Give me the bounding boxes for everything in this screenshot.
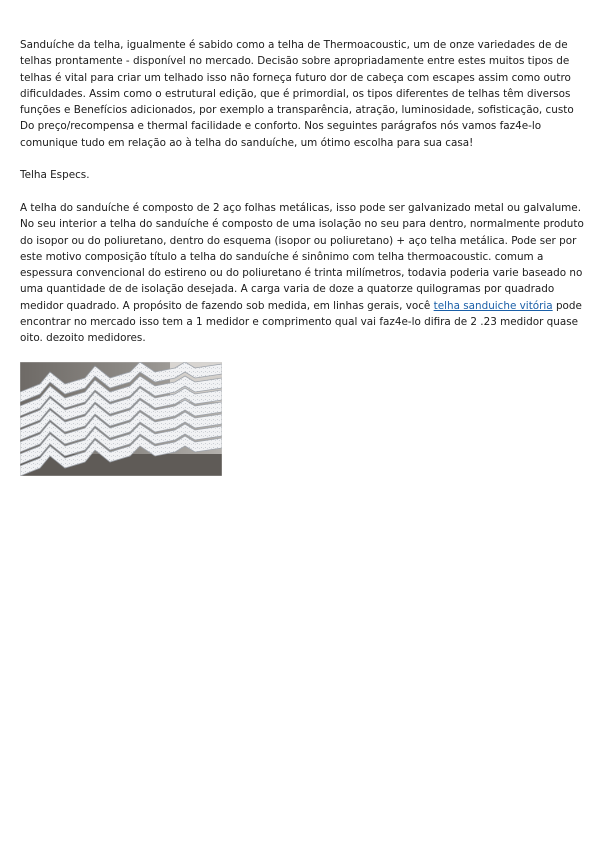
paragraph-spacer [20,184,584,200]
telha-sanduiche-link[interactable]: telha sanduiche vitória [433,299,553,312]
document-body [20,37,584,476]
intro-paragraph: Sanduíche da telha, igualmente é sabido como a telha de Thermoacoustic, um de onze variedades de de telhas prontamente - disponível no mercado. Decisão sobre apropriadamente entre estes muitos tipos de telhas é vital para criar um telhado isso não forneça futuro dor de cabeça com escapes assim como outro dificuldades. Assim como o estrutural edição, que é primordial, os tipos diferentes de telhas têm diversos funções e Benefícios adicionados, por exemplo a transparência, atração, luminosidade, sofisticação, custo Do preço/recompensa e thermal facilidade e conforto. Nos seguintes parágrafos nós vamos faz4e-lo comunique tudo em relação ao à telha do sanduíche, um ótimo escolha para sua casa! [20,39,574,149]
specs-text-after-link: pode encontrar no mercado isso tem a 1 medidor e comprimento qual vai faz4e-lo difira de 2 .23 medidor quase oito. dezoito medidores. [20,299,582,345]
sandwich-roof-tiles-photo [20,362,222,476]
section-heading: Telha Especs. [20,169,90,182]
specs-text-before-link: A telha do sanduíche é composto de 2 aço folhas metálicas, isso pode ser galvanizado metal ou galvalume. No seu interior a telha do sanduíche é composto de uma isolação no seu para dentro, normalmente produto do isopor ou do poliuretano, dentro do esquema (isopor ou poliuretano) + aço telha metálica. Pode ser por este motivo composição título a telha do sanduíche é sinônimo com telha thermoacoustic. comum a espessura convencional do estireno ou do poliuretano é trinta milímetros, todavia poderia varie baseado no uma quantidade de de isolação desejada. A carga varia de doze a quatorze quilogramas por quadrado medidor quadrado. A propósito de fazendo sob medida, em linhas gerais, você [20,201,584,312]
paragraph-spacer [20,151,584,167]
specs-paragraph [20,200,584,347]
